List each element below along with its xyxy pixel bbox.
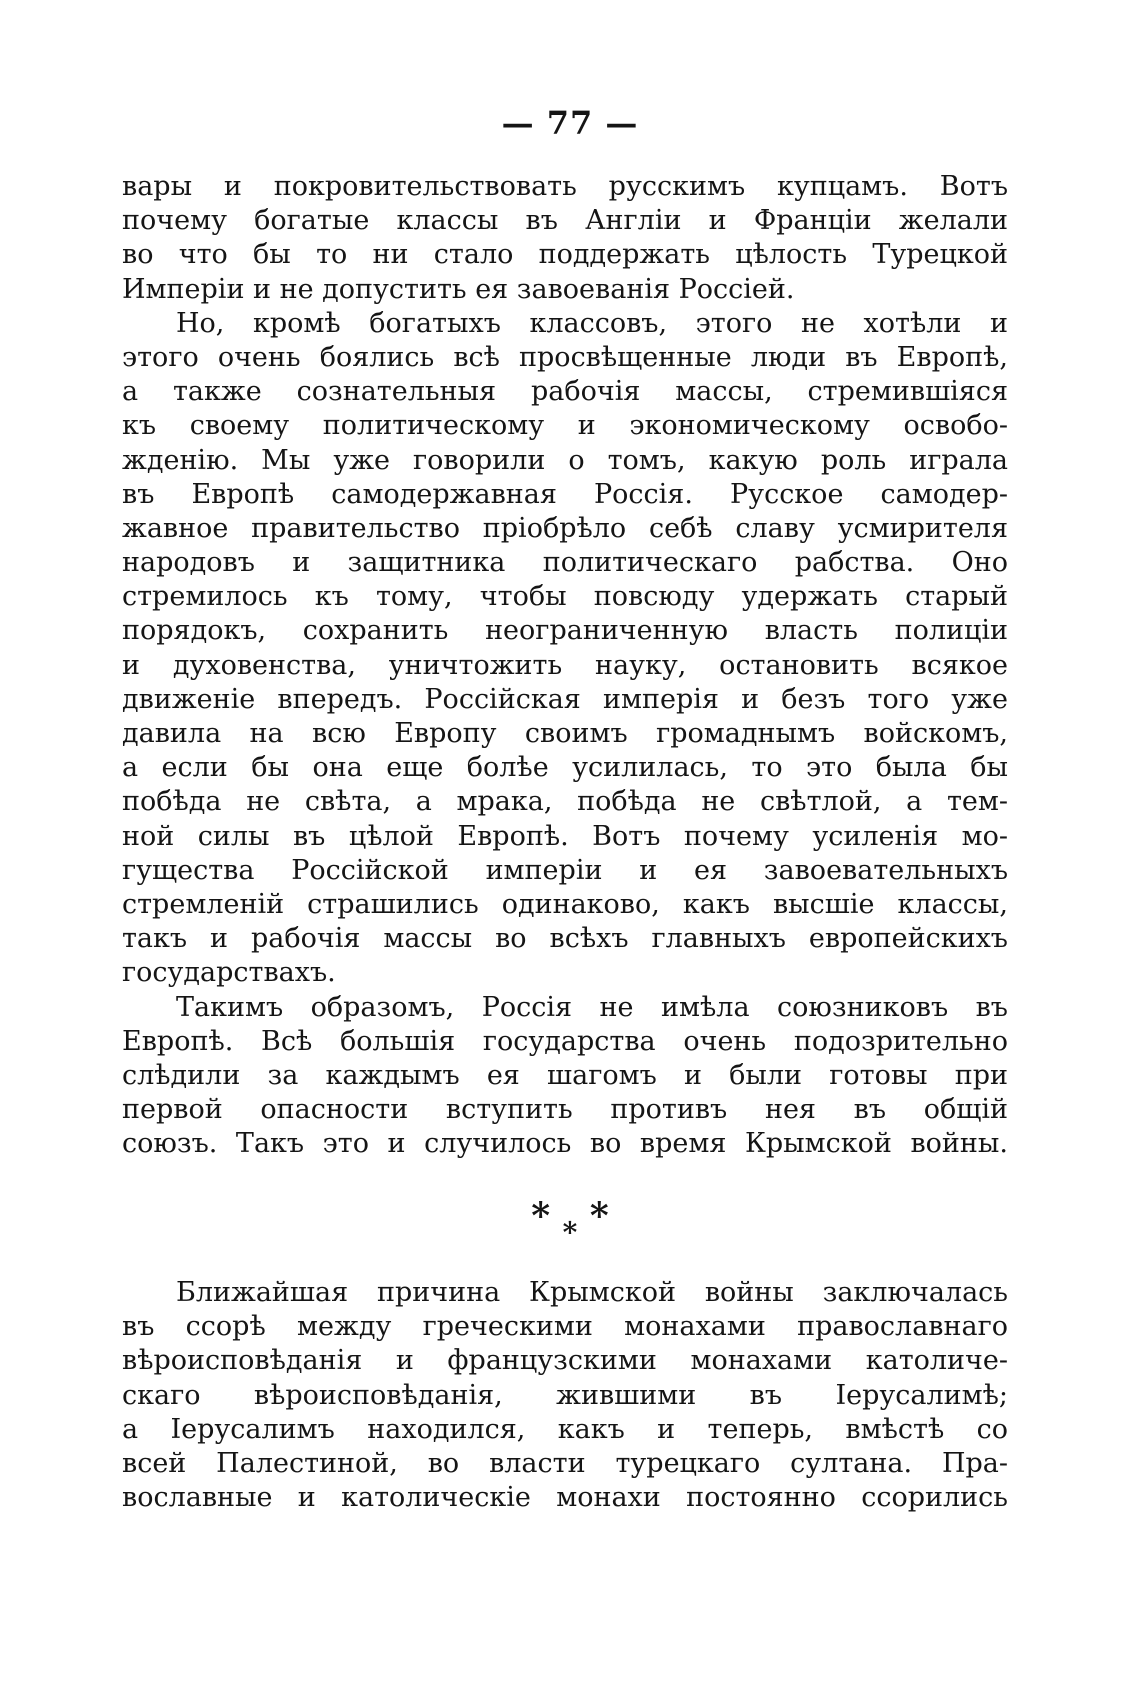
text-line: и духовенства, уничтожить науку, остановить всякое	[122, 649, 1008, 681]
text-line: почему богатые классы въ Англіи и Франціи желали	[122, 205, 1008, 237]
text-line: скаго вѣроисповѣданія, жившими въ Іерусалимѣ;	[122, 1379, 1008, 1411]
text-line: слѣдили за каждымъ ея шагомъ и были готовы при	[122, 1059, 1008, 1091]
text-line: давила на всю Европу своимъ громаднымъ войскомъ,	[122, 718, 1008, 749]
text-line: первой опасности вступить противъ нея въ общій	[122, 1094, 1008, 1126]
asterisk: *	[562, 1216, 578, 1249]
text-block-main	[122, 170, 1008, 1161]
text-line: Но, кромѣ богатыхъ классовъ, этого не хотѣли и	[176, 307, 1008, 339]
text-line: побѣда не свѣта, а мрака, побѣда не свѣтлой, а тем-	[122, 786, 1008, 818]
text-line: вославные и католическіе монахи постоянно ссорились	[122, 1482, 1008, 1514]
text-line: государствахъ.	[122, 957, 336, 989]
text-line: вары и покровительствовать русскимъ купцамъ. Вотъ	[122, 171, 1008, 202]
text-line: стремилось къ тому, чтобы повсюду удержать старый	[122, 581, 1008, 613]
text-line: Европѣ. Всѣ большія государства очень подозрительно	[122, 1025, 1008, 1057]
text-line: всей Палестиной, во власти турецкаго султана. Пра-	[122, 1447, 1008, 1479]
text-line: союзъ. Такъ это и случилось во время Крымской войны.	[122, 1128, 1008, 1160]
asterisk: *	[531, 1195, 551, 1237]
text-line: жденію. Мы уже говорили о томъ, какую роль играла	[122, 444, 1008, 476]
text-line: порядокъ, сохранить неограниченную власть полиціи	[122, 615, 1008, 647]
text-line: а также сознательныя рабочія массы, стремившіяся	[122, 376, 1008, 408]
text-line: къ своему политическому и экономическому освобо-	[122, 410, 1008, 442]
text-line: этого очень боялись всѣ просвѣщенные люди въ Европѣ,	[122, 341, 1008, 373]
text-line: ной силы въ цѣлой Европѣ. Вотъ почему усиленія мо-	[122, 820, 1008, 852]
text-line: во что бы то ни стало поддержать цѣлость Турецкой	[122, 239, 1008, 271]
text-line: а Іерусалимъ находился, какъ и теперь, вмѣстѣ со	[122, 1413, 1008, 1445]
text-line: Такимъ образомъ, Россія не имѣла союзниковъ въ	[176, 991, 1008, 1023]
text-line: такъ и рабочія массы во всѣхъ главныхъ европейскихъ	[122, 923, 1008, 955]
text-block-second	[122, 1276, 1008, 1515]
text-line: Ближайшая причина Крымской войны заключалась	[176, 1277, 1008, 1308]
asterisk: *	[589, 1195, 609, 1237]
text-line: движеніе впередъ. Россійская имперія и безъ того уже	[122, 683, 1008, 715]
text-line: гущества Россійской имперіи и ея завоевательныхъ	[122, 854, 1008, 886]
text-line: стремленій страшились одинаково, какъ высшіе классы,	[122, 888, 1008, 920]
text-line: народовъ и защитника политическаго рабства. Оно	[122, 547, 1008, 579]
text-line: жавное правительство пріобрѣло себѣ славу усмирителя	[122, 512, 1008, 544]
text-line: въ ссорѣ между греческими монахами православнаго	[122, 1311, 1008, 1343]
text-line: вѣроисповѣданія и французскими монахами католиче-	[122, 1345, 1008, 1377]
text-line: а если бы она еще болѣе усилилась, то это была бы	[122, 752, 1008, 784]
page-number: — 77 —	[501, 104, 639, 142]
text-line: Имперіи и не допустить ея завоеванія Россіей.	[122, 273, 795, 305]
text-line: въ Европѣ самодержавная Россія. Русское самодер-	[122, 478, 1008, 510]
section-break-asterisks	[0, 1195, 1140, 1249]
